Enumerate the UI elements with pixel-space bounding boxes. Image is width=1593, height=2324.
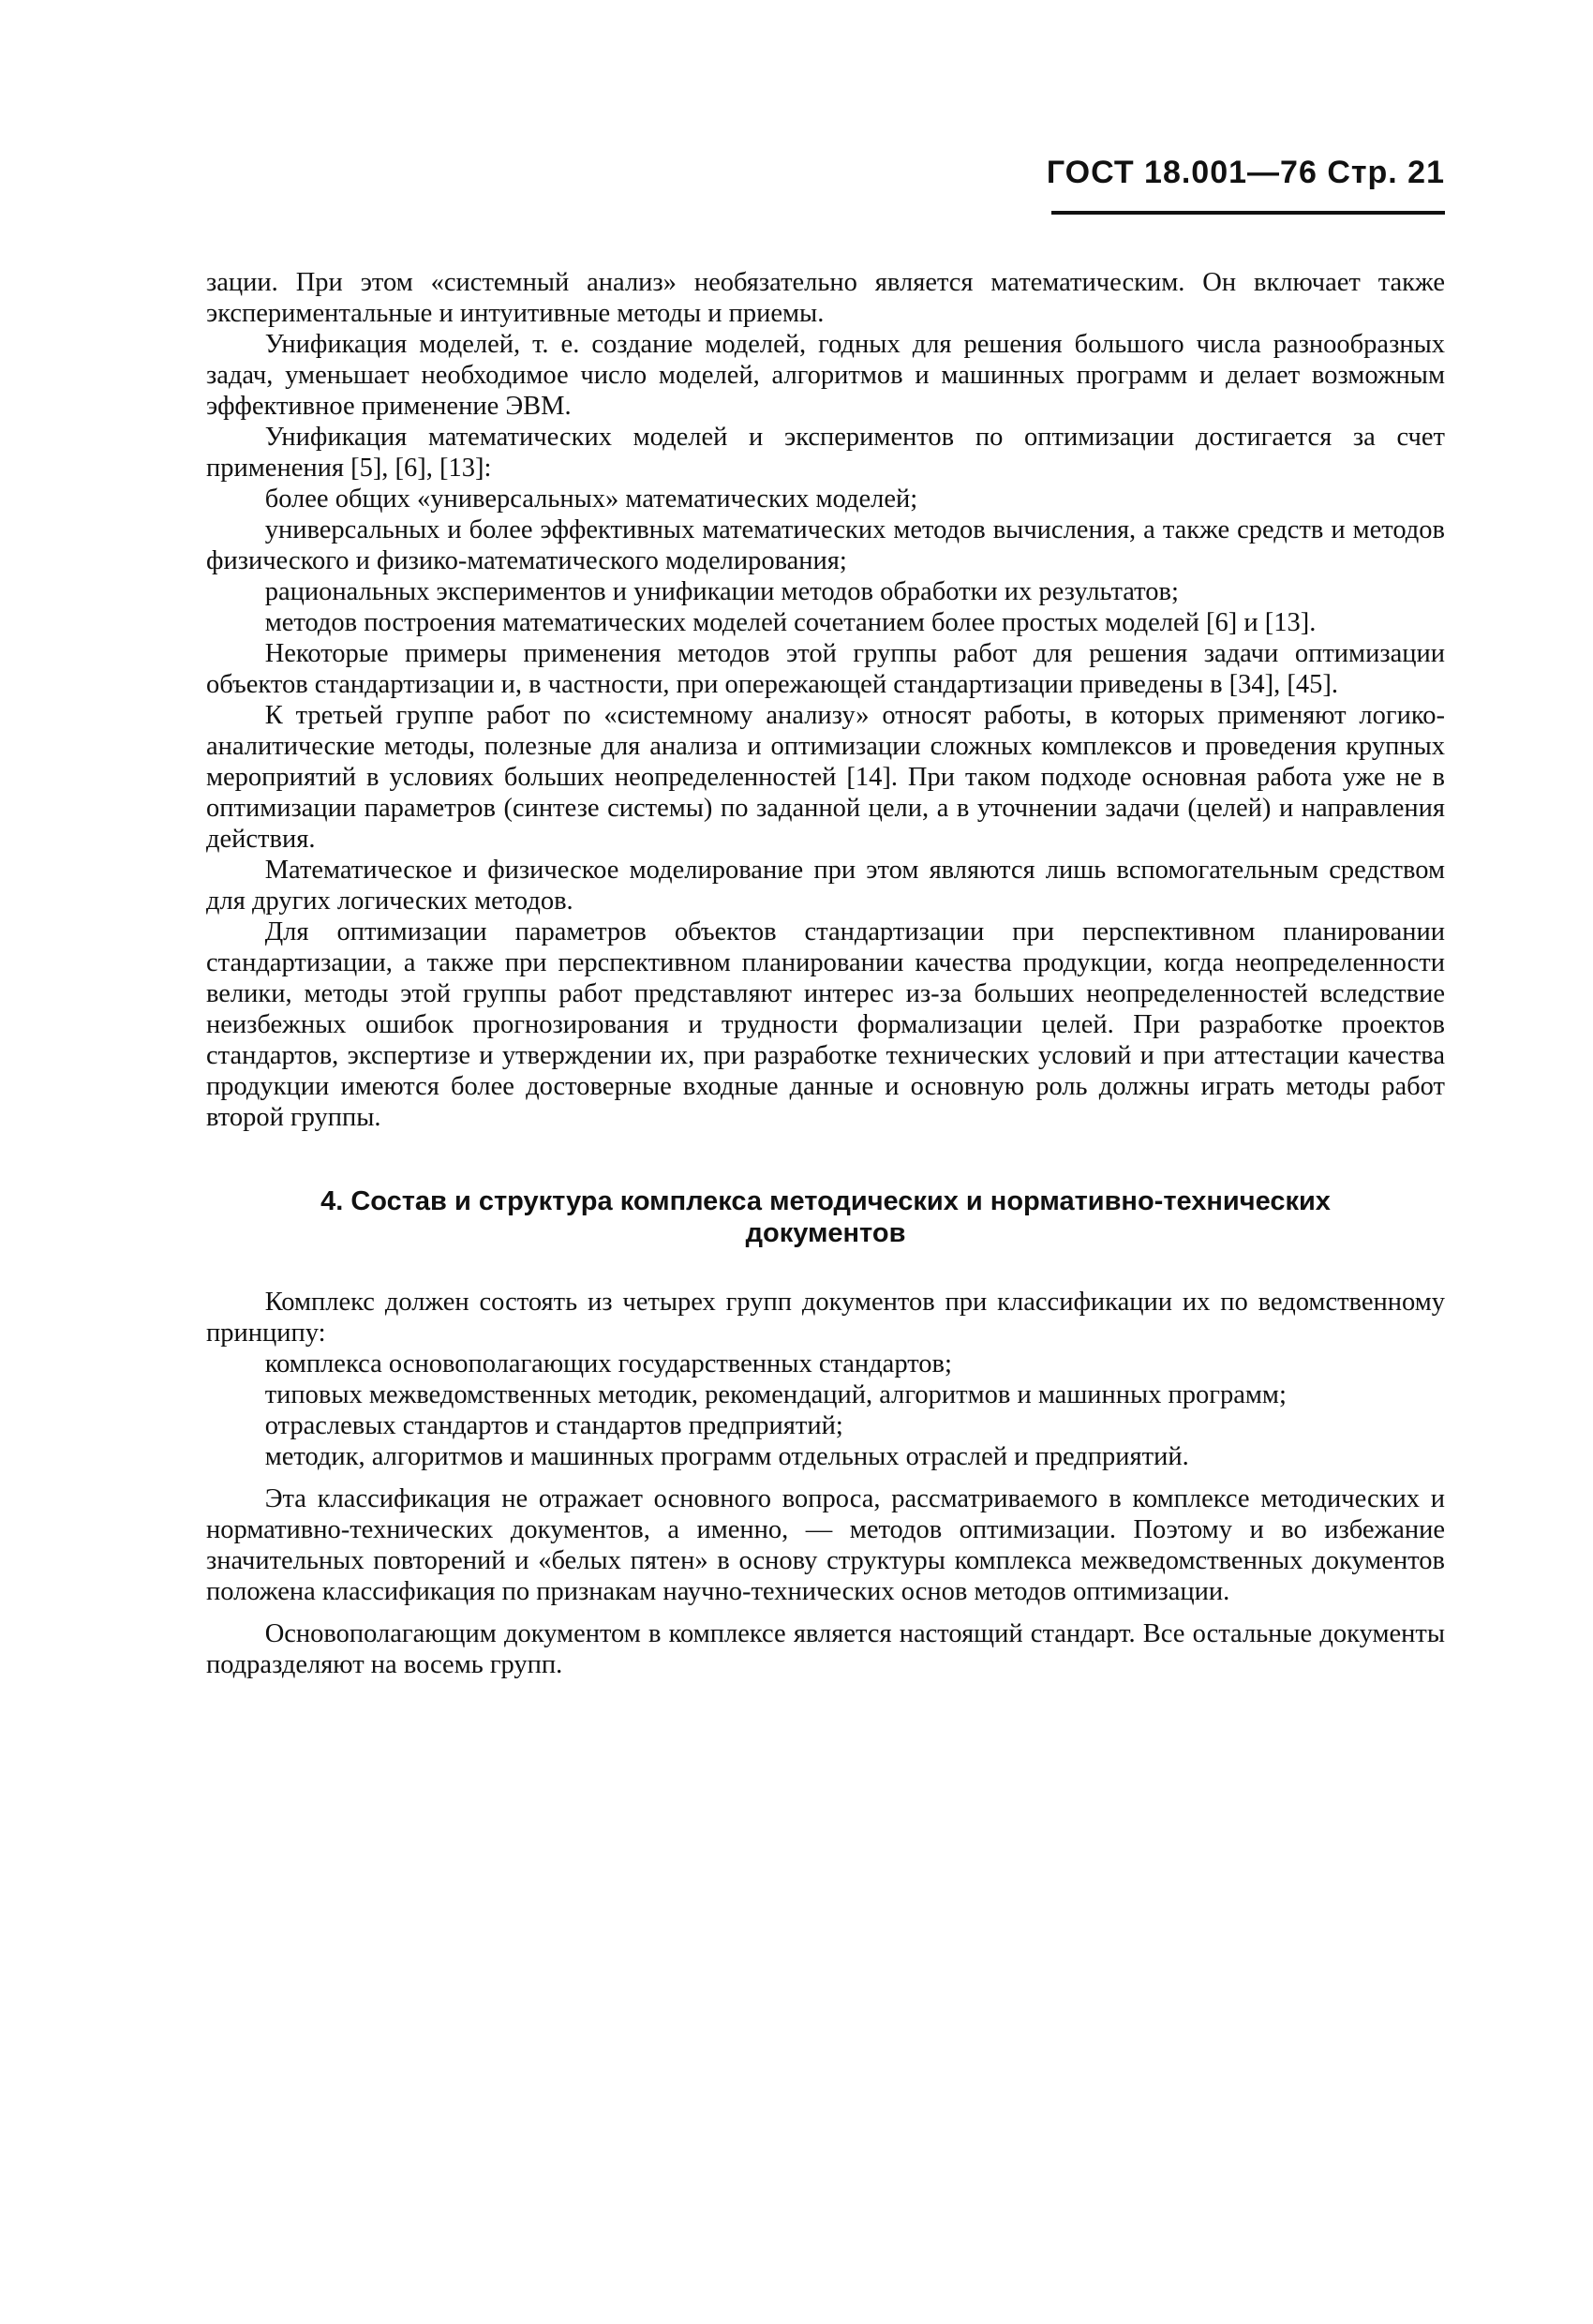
paragraph: зации. При этом «системный анализ» необязательно является математическим. Он включает также экспериментальные и интуитивные методы и приемы. [206, 268, 1445, 328]
page-number: Стр. 21 [1327, 155, 1445, 190]
paragraph: Унификация математических моделей и экспериментов по оптимизации достигается за счет применения [5], [6], [13]: [206, 423, 1445, 483]
paragraph: Комплекс должен состоять из четырех групп документов при классификации их по ведомственному принципу: [206, 1288, 1445, 1348]
list-item: более общих «универсальных» математических моделей; [264, 484, 918, 514]
list-item: методик, алгоритмов и машинных программ отдельных отраслей и предприятий. [264, 1442, 1189, 1471]
paragraph: Эта классификация не отражает основного вопроса, рассматриваемого в комплексе методических и нормативно-технических документов, а именно, — методов оптимизации. Поэтому и во избежание значительных повторений и «белых пятен» в основу структуры комплекса межведомственных документов положена классификация по признакам научно-технических основ методов оптимизации. [206, 1484, 1445, 1606]
list-item: отраслевых стандартов и стандартов предприятий; [264, 1411, 843, 1440]
document-body [206, 267, 1445, 1680]
list-item: комплекса основополагающих государственных стандартов; [264, 1349, 952, 1378]
list-item: методов построения математических моделей сочетанием более простых моделей [6] и [13]. [264, 608, 1317, 637]
list-item: универсальных и более эффективных математических методов вычисления, а также средств и методов физического и физико-математического моделирования; [206, 515, 1445, 575]
standard-number: ГОСТ 18.001—76 [1046, 155, 1318, 190]
list-item: типовых межведомственных методик, рекомендаций, алгоритмов и машинных программ; [264, 1380, 1287, 1409]
section-heading: 4. Состав и структура комплекса методических и нормативно-технических документов [320, 1186, 1331, 1248]
page-header [1046, 155, 1445, 220]
paragraph: Унификация моделей, т. е. создание моделей, годных для решения большого числа разнообразных задач, уменьшает необходимое число моделей, алгоритмов и машинных программ и делает возможным эффективное применение ЭВМ. [206, 330, 1445, 421]
header-rule [1051, 211, 1445, 215]
paragraph: Основополагающим документом в комплексе является настоящий стандарт. Все остальные документы подразделяют на восемь групп. [206, 1619, 1445, 1679]
list-item: рациональных экспериментов и унификации методов обработки их результатов; [264, 577, 1179, 606]
paragraph: Некоторые примеры применения методов этой группы работ для решения задачи оптимизации объектов стандартизации и, в частности, при опережающей стандартизации приведены в [34], [45]. [206, 639, 1445, 699]
paragraph: Для оптимизации параметров объектов стандартизации при перспективном планировании стандартизации, а также при перспективном планировании качества продукции, когда неопределенности велики, методы этой группы работ представляют интерес из-за больших неопределенностей вследствие неизбежных ошибок прогнозирования и трудности формализации целей. При разработке проектов стандартов, экспертизе и утверждении их, при разработке технических условий и при аттестации качества продукции имеются более достоверные входные данные и основную роль должны играть методы работ второй группы. [206, 917, 1445, 1132]
paragraph: К третьей группе работ по «системному анализу» относят работы, в которых применяют логико-аналитические методы, полезные для анализа и оптимизации сложных комплексов и проведения крупных мероприятий в условиях больших неопределенностей [14]. При таком подходе основная работа уже не в оптимизации параметров (синтезе системы) по заданной цели, а в уточнении задачи (целей) и направления действия. [206, 701, 1445, 854]
paragraph: Математическое и физическое моделирование при этом являются лишь вспомогательным средством для других логических методов. [206, 856, 1445, 916]
header-text [1047, 155, 1445, 191]
